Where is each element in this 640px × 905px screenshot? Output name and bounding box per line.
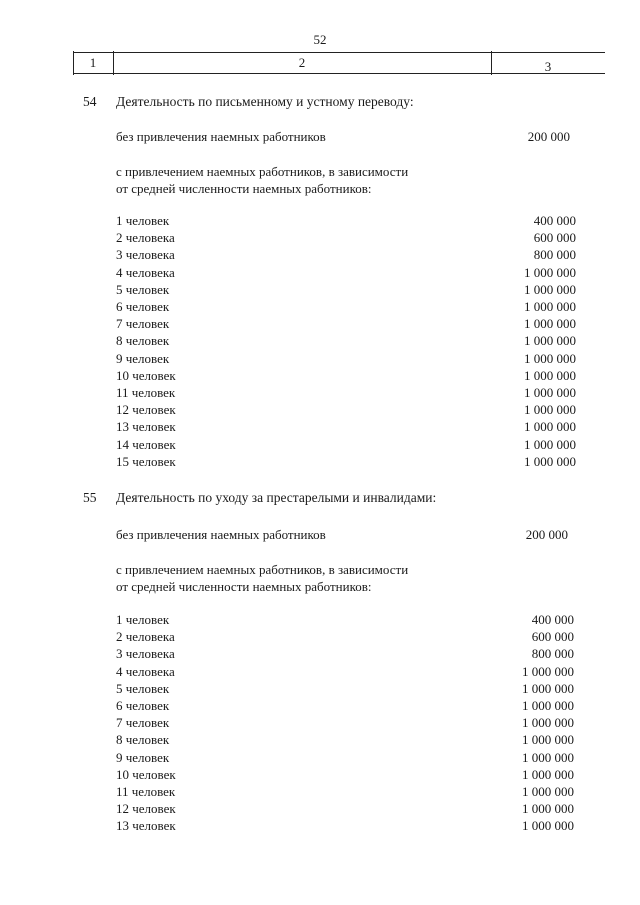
employee-count-label: 10 человек: [116, 766, 176, 782]
amount-value: 1 000 000: [524, 419, 576, 435]
amount-value: 1 000 000: [522, 801, 574, 817]
section-number: 54: [83, 94, 97, 109]
table-row: [116, 350, 576, 367]
table-row: [116, 645, 576, 662]
amount-value: 1 000 000: [524, 333, 576, 349]
amount-value: 1 000 000: [524, 453, 576, 469]
amount-value: 400 000: [531, 612, 574, 627]
table-row: [116, 212, 576, 229]
amount-value: 1 000 000: [522, 749, 574, 765]
table-row: [116, 367, 576, 384]
employee-count-label: 4 человека: [116, 264, 175, 280]
amount-value: 800 000: [533, 247, 576, 263]
no-hire-label: без привлечения наемных работников: [116, 129, 326, 144]
with-hire-line-2: от средней численности наемных работников:: [116, 181, 372, 196]
table-row: [116, 766, 576, 783]
amount-value: 1 000 000: [524, 385, 576, 400]
amount-value: 1 000 000: [522, 663, 574, 679]
employee-count-label: 10 человек: [116, 367, 176, 383]
employee-count-label: 2 человека: [116, 629, 175, 645]
employee-count-label: 15 человек: [116, 453, 176, 469]
amount-value: 1 000 000: [522, 784, 574, 799]
amount-value: 1 000 000: [524, 402, 576, 418]
amount-value: 1 000 000: [524, 316, 576, 332]
employee-count-label: 7 человек: [116, 316, 170, 332]
amount-value: 1 000 000: [524, 350, 576, 366]
with-hire-text: [116, 561, 476, 595]
section-title: Деятельность по уходу за престарелыми и инвалидами:: [116, 490, 437, 505]
employee-count-label: 1 человек: [116, 213, 170, 228]
employee-count-label: 3 человека: [116, 247, 175, 263]
employee-count-label: 7 человек: [116, 715, 170, 731]
table-row: [116, 401, 576, 418]
no-hire-row: [116, 128, 576, 145]
table-row: [116, 611, 576, 628]
table-row: [116, 697, 576, 714]
table-row: [116, 315, 576, 332]
employee-count-label: 4 человека: [116, 663, 175, 679]
amount-value: 1 000 000: [522, 732, 574, 748]
table-row: [116, 628, 576, 645]
page-number: 52: [313, 32, 327, 47]
amount-value: 1 000 000: [522, 818, 574, 834]
amount-value: 1 000 000: [524, 367, 576, 383]
employee-count-label: 8 человек: [116, 732, 170, 748]
section-title: Деятельность по письменному и устному переводу:: [116, 94, 414, 109]
table-row: [116, 714, 576, 731]
table-row: [116, 229, 576, 246]
employee-count-label: 6 человек: [116, 299, 170, 314]
table-row: [116, 332, 576, 349]
employee-count-label: 13 человек: [116, 419, 176, 435]
with-hire-line-2: от средней численности наемных работников:: [116, 579, 372, 594]
amount-value: 1 000 000: [522, 698, 574, 713]
employee-count-label: 1 человек: [116, 612, 170, 627]
no-hire-value: 200 000: [527, 129, 570, 144]
table-header: [73, 52, 605, 74]
amount-value: 1 000 000: [522, 766, 574, 782]
employee-count-label: 13 человек: [116, 818, 176, 834]
table-row: [116, 264, 576, 281]
table-row: [116, 298, 576, 315]
no-hire-value: 200 000: [525, 527, 568, 542]
amount-value: 600 000: [533, 230, 576, 246]
table-row: [116, 800, 576, 817]
table-row: [116, 384, 576, 401]
employee-count-label: 12 человек: [116, 801, 176, 817]
table-row: [116, 281, 576, 298]
employee-count-label: 12 человек: [116, 402, 176, 418]
employee-count-label: 11 человек: [116, 784, 176, 799]
table-row: [116, 436, 576, 453]
table-row: [116, 749, 576, 766]
table-row: [116, 418, 576, 435]
amount-value: 600 000: [531, 629, 574, 645]
amount-value: 1 000 000: [522, 680, 574, 696]
header-col-1: 1: [89, 55, 97, 70]
amount-value: 1 000 000: [524, 299, 576, 314]
amount-value: 1 000 000: [524, 281, 576, 297]
employee-count-label: 3 человека: [116, 646, 175, 662]
employee-count-label: 5 человек: [116, 281, 170, 297]
amount-value: 800 000: [531, 646, 574, 662]
section-number: 55: [83, 490, 97, 505]
with-hire-text: [116, 163, 476, 197]
amount-value: 1 000 000: [524, 264, 576, 280]
amount-value: 1 000 000: [524, 436, 576, 452]
table-row: [116, 246, 576, 263]
table-row: [116, 817, 576, 834]
table-row: [116, 453, 576, 470]
table-row: [116, 663, 576, 680]
employee-count-label: 14 человек: [116, 436, 176, 452]
table-row: [116, 731, 576, 748]
employee-count-label: 6 человек: [116, 698, 170, 713]
no-hire-label: без привлечения наемных работников: [116, 527, 326, 542]
employee-count-label: 8 человек: [116, 333, 170, 349]
employee-count-label: 11 человек: [116, 385, 176, 400]
header-col-2: 2: [298, 55, 306, 70]
employee-count-label: 9 человек: [116, 350, 170, 366]
no-hire-row: [116, 526, 576, 543]
employee-count-label: 5 человек: [116, 680, 170, 696]
table-row: [116, 680, 576, 697]
employee-count-label: 2 человека: [116, 230, 175, 246]
amount-value: 1 000 000: [522, 715, 574, 731]
amount-value: 400 000: [533, 213, 576, 228]
header-col-3: 3: [544, 59, 552, 74]
with-hire-line-1: с привлечением наемных работников, в зависимости: [116, 562, 409, 577]
table-row: [116, 783, 576, 800]
employee-count-label: 9 человек: [116, 749, 170, 765]
with-hire-line-1: с привлечением наемных работников, в зависимости: [116, 164, 409, 179]
